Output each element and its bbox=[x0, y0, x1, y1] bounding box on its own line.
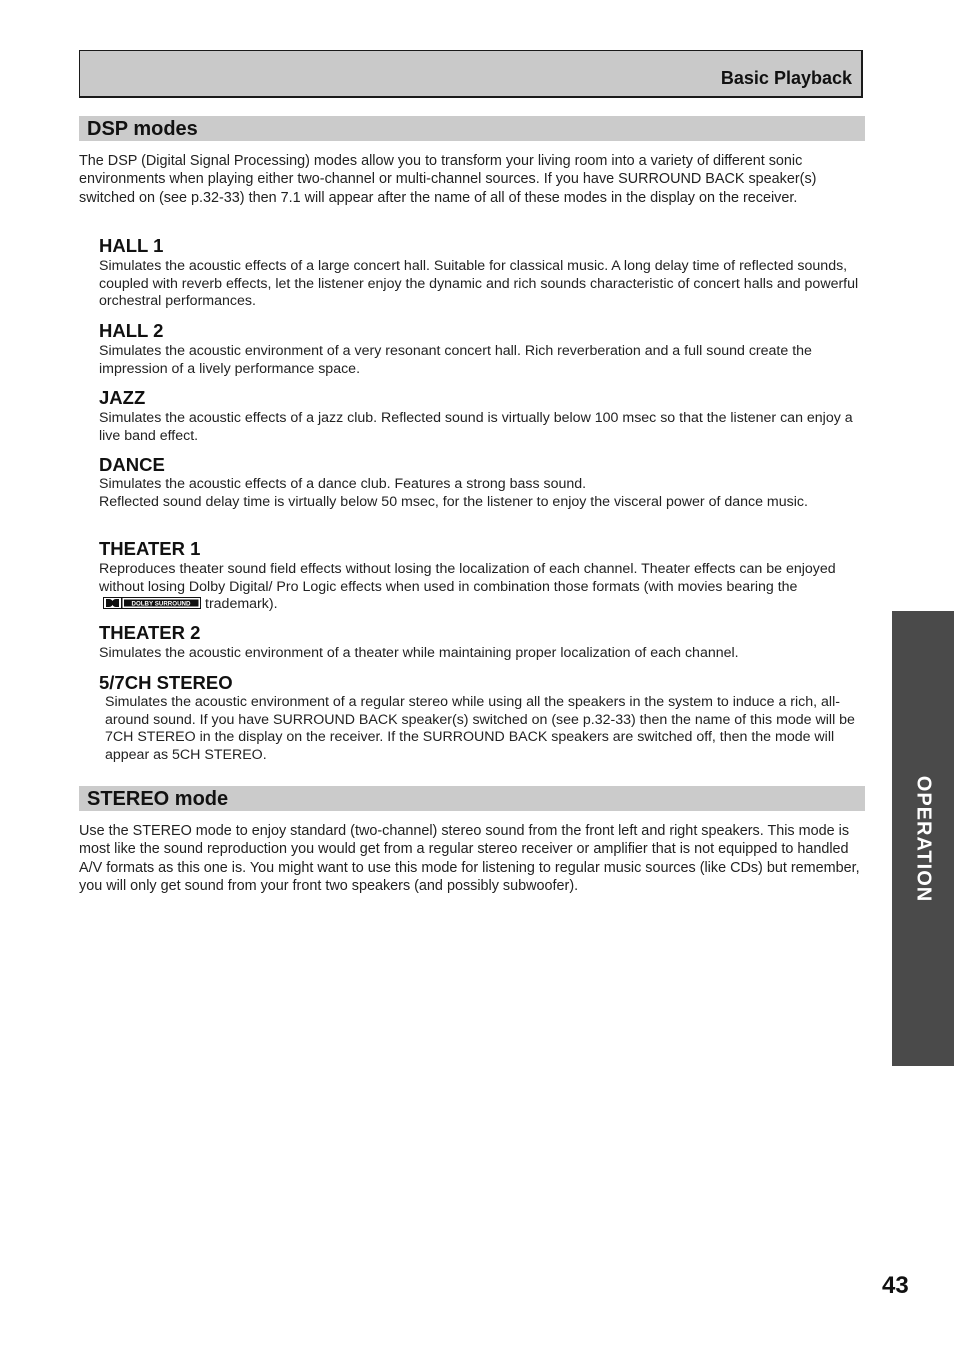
page-number: 43 bbox=[882, 1272, 909, 1299]
theater-1-text-after-logo: trademark). bbox=[205, 596, 278, 613]
dsp-intro-text: The DSP (Digital Signal Processing) modes allow you to transform your living room into a variety of different sonic environments when playing either two-channel or multi-channel sources. If you have SURROUND BACK speaker(s) switched on (see p.32-33) then 7.1 will appear after the name of all of these modes in the display on the receiver. bbox=[79, 153, 817, 206]
mode-heading-dance: DANCE bbox=[99, 454, 165, 475]
stereo-section-bar bbox=[79, 786, 865, 811]
mode-heading-hall-2: HALL 2 bbox=[99, 320, 164, 341]
dolby-logo-text: DOLBY SURROUND bbox=[131, 601, 191, 609]
mode-heading-5-7ch-stereo: 5/7CH STEREO bbox=[99, 672, 233, 693]
mode-heading-theater-1: THEATER 1 bbox=[99, 538, 201, 559]
mode-heading-hall-1: HALL 1 bbox=[99, 235, 164, 256]
theater-1-text-before-logo: Reproduces theater sound field effects without losing the localization of each channel. Theater effects can be enjoyed without losing Dolby Digital/ Pro Logic effects when used in combination those formats (with movies bearing the bbox=[99, 561, 836, 595]
header-bar bbox=[79, 50, 863, 98]
mode-text-hall-1: Simulates the acoustic effects of a large concert hall. Suitable for classical music. A long delay time of reflected sounds, coupled with reverb effects, let the listener enjoy the dynamic and rich sounds characteristic of concert halls and powerful orchestral performances. bbox=[99, 258, 859, 310]
dolby-surround-logo-icon bbox=[103, 597, 201, 609]
stereo-section-title: STEREO mode bbox=[87, 788, 229, 810]
mode-text-5-7ch-stereo: Simulates the acoustic environment of a regular stereo while using all the speakers in the system to induce a rich, all-around sound. If you have SURROUND BACK speaker(s) switched on (see p.32-33) then the name of this mode will be 7CH STEREO in the display on the receiver. If the SURROUND BACK speakers are switched off, then the mode will appear as 5CH STEREO. bbox=[105, 694, 855, 763]
mode-text-jazz: Simulates the acoustic effects of a jazz club. Reflected sound is virtually below 100 msec so that the listener can enjoy a live band effect. bbox=[99, 410, 853, 444]
dsp-section-title: DSP modes bbox=[87, 118, 198, 140]
mode-text-hall-2: Simulates the acoustic environment of a very resonant concert hall. Rich reverberation and a full sound create the impression of a lively performance space. bbox=[99, 343, 812, 377]
side-tab-label: OPERATION bbox=[912, 775, 935, 903]
mode-heading-theater-2: THEATER 2 bbox=[99, 622, 201, 643]
mode-text-dance bbox=[99, 476, 863, 511]
header-title: Basic Playback bbox=[720, 68, 852, 88]
mode-text-dance-line-1: Simulates the acoustic effects of a dance club. Features a strong bass sound. bbox=[99, 476, 587, 492]
mode-text-theater-1 bbox=[99, 561, 863, 614]
mode-heading-jazz: JAZZ bbox=[99, 387, 146, 408]
stereo-body-text: Use the STEREO mode to enjoy standard (two-channel) stereo sound from the front left and right speakers. This mode is most like the sound reproduction you would get from a regular stereo receiver or amplifier that is not equipped to handled A/V formats as this one is. You might want to use this mode for listening to regular music sources (like CDs) but remember, you will only get sound from your front two speakers (and possibly subwoofer). bbox=[79, 823, 860, 895]
mode-text-theater-2: Simulates the acoustic environment of a theater while maintaining proper localization of each channel. bbox=[99, 645, 739, 661]
mode-text-dance-line-2: Reflected sound delay time is virtually below 50 msec, for the listener to enjoy the visceral power of dance music. bbox=[99, 493, 808, 510]
dsp-section-bar bbox=[79, 116, 865, 141]
side-tab bbox=[892, 611, 954, 1066]
